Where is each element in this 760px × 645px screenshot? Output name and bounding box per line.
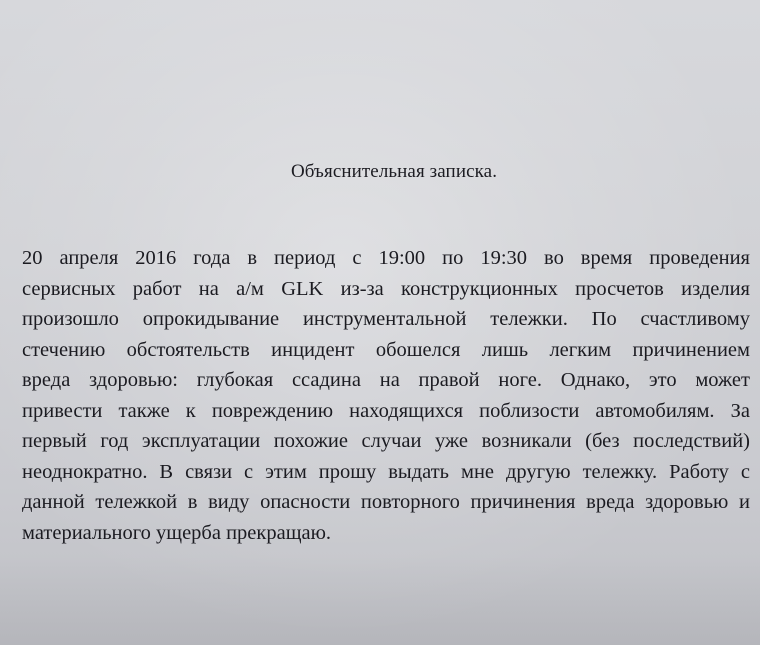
body-line-last: материального ущерба прекращаю. bbox=[22, 521, 332, 544]
body-line: неоднократно. В связи с этим прошу выдать мне другую тележку. Работу с bbox=[22, 460, 750, 483]
body-line: данной тележкой в виду опасности повторного причинения вреда здоровью и bbox=[22, 491, 750, 513]
body-line: привести также к повреждению находящихся поблизости автомобилям. За bbox=[22, 399, 750, 422]
body-line: вреда здоровью: глубокая ссадина на правой ноге. Однако, это может bbox=[22, 369, 750, 391]
body-line: сервисных работ на а/м GLK из-за конструкционных просчетов изделия bbox=[22, 277, 750, 300]
document-title: Объяснительная записка. bbox=[290, 161, 498, 182]
body-line: произошло опрокидывание инструментальной тележки. По счастливому bbox=[22, 308, 750, 330]
body-line: первый год эксплуатации похожие случаи уже возникали (без последствий) bbox=[22, 430, 750, 452]
body-line: стечению обстоятельств инцидент обошелся лишь легким причинением bbox=[22, 338, 750, 361]
document-body bbox=[22, 243, 750, 548]
body-line: 20 апреля 2016 года в период с 19:00 по 19:30 во время проведения bbox=[22, 247, 750, 269]
